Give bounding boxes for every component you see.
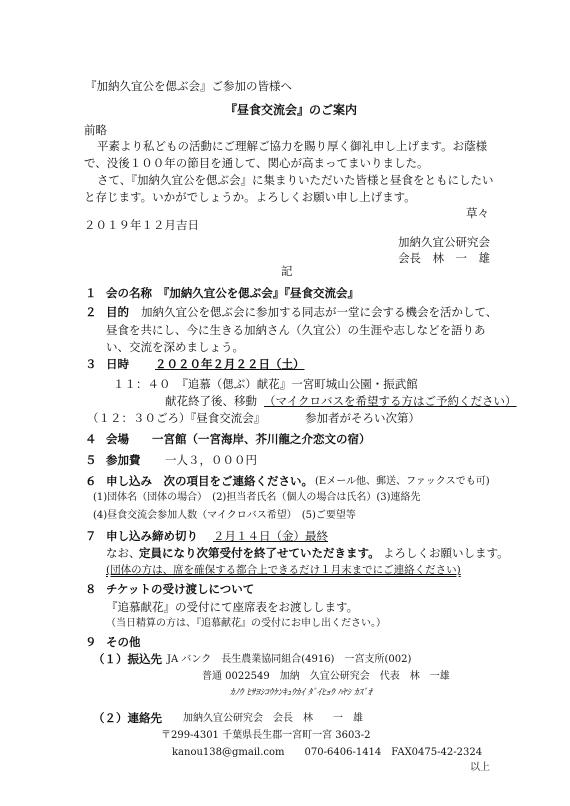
schedule-line3b: 参加者がそろい次第） [305,411,420,425]
page-title: 『昼食交流会』のご案内 [225,103,358,117]
item2-line1: 加納久宜公を偲ぶ会に参加する同志が一堂に会する機会を活かして、 [141,305,498,319]
bank-line1: JA バンク 長生農業協同組合(4916) 一宮支所(002) [167,654,412,665]
item2-label: 目的 [106,305,129,319]
item5-number: ５ [85,453,97,467]
addressee: 『加納久宜公を偲ぶ会』ご参加の皆様へ [85,79,292,93]
item5-label: 参加費 [106,453,141,467]
closing-mark: 以上 [470,762,490,773]
bank-line3: ｶﾉｳ ﾋｻﾖｼｺｳｹﾝｷｭｳｶｲ ﾀﾞｲﾋｮｳ ﾊﾔｼ ｶｽﾞｵ [230,688,372,698]
contact-label: （２）連絡先 [93,711,162,725]
greeting-open: 前略 [84,123,107,137]
para2-line2: と存じます。いかがでしょうか。よろしくお願い申し上げます。 [84,190,416,204]
item7-number: ７ [85,529,97,543]
venue: 会場 一宮館（一宮海岸、芥川龍之介恋文の宿） [106,432,371,446]
bank-label: （１）振込先 [93,652,162,666]
item2-line3: い、交流を深めましょう。 [106,340,244,354]
item1-number: １ [85,286,97,300]
item8-line1: 『追慕献花』の受付にて座席表をお渡しします。 [106,600,359,614]
item6-note: (Eメール他、郵送、ファックスでも可) [315,476,490,487]
item7-line1a: なお、 [106,546,141,560]
item1-text: 会の名称 『加納久宜公を偲ぶ会』『昼食交流会』 [106,286,359,300]
item6-line1: (1)団体名（団体の場合） (2)担当者氏名（個人の場合は氏名）(3)連絡先 [93,492,421,503]
para1-line2: で、没後１００年の節目を通して、関心が高まってまいりました。 [84,156,429,170]
item7-line2: (団体の方は、席を確保する都合上できるだけ１月末までにご連絡ください) [106,564,461,576]
item6-line2: (4)昼食交流会参加人数（マイクロバス希望） (5)ご要望等 [93,510,356,521]
deadline-date: ２月１４日（金）最終 [213,529,328,543]
item9-number: ９ [85,635,97,649]
item2-number: ２ [85,305,97,319]
item8-text: チケットの受け渡しについて [106,582,255,596]
para1-line1: 平素より私どもの活動にご理解ご協力を賜り厚く御礼申し上げます。お蔭様 [97,139,488,153]
bank-line2: 普通 0022549 加納 久宜公研究会 代表 林 一雄 [202,671,450,682]
ki-mark: 記 [281,264,293,278]
item3-number: ３ [85,357,97,371]
item8-line2: （当日精算の方は、『追慕献花』の受付にお申し出ください。） [106,618,386,629]
president: 会長 林 一 雄 [398,251,490,265]
item8-number: ８ [85,582,97,596]
item6-text: 申し込み 次の項目をご連絡ください。 [106,474,313,488]
schedule-line2a: 献花終了後、移動 [165,394,257,408]
contact-line2: 〒299-4301 千葉県長生郡一宮町一宮 3603-2 [161,730,371,741]
item4-number: ４ [85,432,97,446]
item9-text: その他 [106,635,141,649]
fee-value: 一人３，０００円 [165,453,257,467]
item6-number: ６ [85,474,97,488]
contact-line3: kanou138@gmail.com 070-6406-1414 FAX0475-42-2324 [172,747,483,758]
bus-reservation-note: （マイクロバスを希望する方はご予約ください） [264,394,517,408]
item3-label: 日時 [106,357,129,371]
para2-line1: さて、『加納久宜公を偲ぶ会』に集まりいただいた皆様と昼食をともにしたい [97,173,494,187]
organization: 加納久宜公研究会 [398,235,490,249]
item7-label: 申し込み締め切り [106,529,198,543]
contact-line1: 加納久宜公研究会 会長 林 一 雄 [183,713,363,724]
schedule-line1: １１：４０ 『追慕（偲ぶ）献花』一宮町城山公園・振武館 [113,377,418,391]
event-date: ２０２０年２月２２日（土） [155,357,305,371]
greeting-close: 草々 [466,206,489,220]
item2-line2: 昼食を共にし、今に生きる加納さん（久宜公）の生涯や志しなどを語りあ [106,323,486,337]
item7-line1b: 定員になり次第受付を終了せていただきます。 [139,546,380,560]
schedule-line3a: （１２：３０ごろ）『昼食交流会』 [87,411,266,425]
item7-line1c: よろしくお願いします。 [383,546,509,560]
issue-date: ２０１９年１２月吉日 [84,218,199,232]
